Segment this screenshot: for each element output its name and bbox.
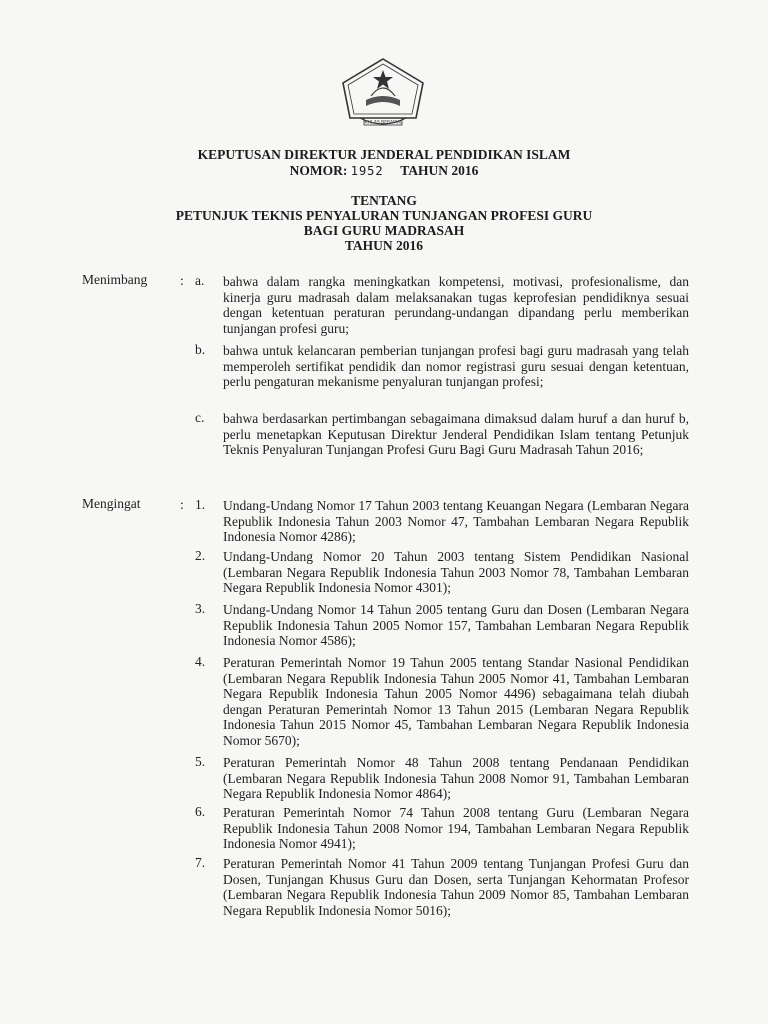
menimbang-mark: a. (195, 273, 205, 288)
subject-line-1: PETUNJUK TEKNIS PENYALURAN TUNJANGAN PROFESI GURU (175, 208, 593, 223)
mengingat-mark: 7. (195, 855, 206, 870)
menimbang-mark: c. (195, 410, 205, 425)
mengingat-item: Peraturan Pemerintah Nomor 41 Tahun 2009 tentang Tunjangan Profesi Guru dan Dosen, Tunjangan Khusus Guru dan Dosen, serta Tunjangan Kehormatan Profesor (Lembaran Negara Republik Indonesia Tahun 2009 Nomor 85, Tambahan Lembaran Negara Republik Indonesia Nomor 5016); (223, 856, 689, 918)
ministry-emblem-icon (338, 56, 428, 136)
menimbang-item: bahwa untuk kelancaran pemberian tunjangan profesi bagi guru madrasah yang telah memperoleh sertifikat pendidik dan nomor registrasi guru sesuai dengan ketentuan, perlu pengaturan mekanisme penyaluran tunjangan profesi; (223, 343, 689, 390)
mengingat-mark: 6. (195, 804, 206, 819)
menimbang-mark: b. (195, 342, 206, 357)
nomor-value: 1952 (350, 164, 384, 178)
mengingat-mark: 4. (195, 654, 206, 669)
mengingat-mark: 2. (195, 548, 206, 563)
mengingat-item: Undang-Undang Nomor 14 Tahun 2005 tentang Guru dan Dosen (Lembaran Negara Republik Indonesia Tahun 2005 Nomor 157, Tambahan Lembaran Negara Republik Indonesia Nomor 4586); (223, 602, 689, 649)
tentang-heading: TENTANG (351, 193, 417, 208)
mengingat-item: Peraturan Pemerintah Nomor 74 Tahun 2008 tentang Guru (Lembaran Negara Republik Indonesia Tahun 2008 Nomor 194, Tambahan Lembaran Negara Republik Indonesia Nomor 4941); (223, 805, 689, 852)
menimbang-item: bahwa berdasarkan pertimbangan sebagaimana dimaksud dalam huruf a dan huruf b, perlu menetapkan Keputusan Direktur Jenderal Pendidikan Islam tentang Petunjuk Teknis Penyaluran Tunjangan Profesi Guru Bagi Guru Madrasah Tahun 2016; (223, 411, 689, 458)
mengingat-mark: 5. (195, 754, 206, 769)
emblem-motto: IKHLAS BERAMAL (363, 120, 403, 126)
mengingat-item: Peraturan Pemerintah Nomor 19 Tahun 2005 tentang Standar Nasional Pendidikan (Lembaran Negara Republik Indonesia Tahun 2005 Nomor 41, Tambahan Lembaran Negara Republik Indonesia Tahun 2005 Nomor 4496) sebagaimana telah diubah dengan Peraturan Pemerintah Nomor 13 Tahun 2015 (Lembaran Negara Republik Indonesia Tahun 2015 Nomor 45, Tambahan Lembaran Negara Republik Indonesia Nomor 5670); (223, 655, 689, 748)
mengingat-item: Undang-Undang Nomor 20 Tahun 2003 tentang Sistem Pendidikan Nasional (Lembaran Negara Republik Indonesia Tahun 2003 Nomor 78, Tambahan Lembaran Negara Republik Indonesia Nomor 4301); (223, 549, 689, 596)
mengingat-item: Undang-Undang Nomor 17 Tahun 2003 tentang Keuangan Negara (Lembaran Negara Republik Indonesia Tahun 2003 Nomor 47, Tambahan Lembaran Negara Republik Indonesia Nomor 4286); (223, 498, 689, 545)
nomor-label: NOMOR: (289, 163, 348, 178)
mengingat-mark: 1. (195, 497, 206, 512)
menimbang-item: bahwa dalam rangka meningkatkan kompetensi, motivasi, profesionalisme, dan kinerja guru madrasah dalam melaksanakan tugas keprofesian pendidiknya sesuai dengan ketentuan peraturan perundang-undangan dipandang perlu memberikan tunjangan profesi guru; (223, 274, 689, 336)
decree-title: KEPUTUSAN DIREKTUR JENDERAL PENDIDIKAN ISLAM (197, 147, 571, 162)
mengingat-mark: 3. (195, 601, 206, 616)
decree-number-line (100, 163, 668, 179)
menimbang-colon: : (180, 273, 184, 288)
mengingat-item: Peraturan Pemerintah Nomor 48 Tahun 2008 tentang Pendanaan Pendidikan (Lembaran Negara Republik Indonesia Tahun 2008 Nomor 91, Tambahan Lembaran Negara Republik Indonesia Nomor 4864); (223, 755, 689, 802)
subject-line-3: TAHUN 2016 (344, 238, 424, 253)
subject-line-2: BAGI GURU MADRASAH (303, 223, 465, 238)
mengingat-colon: : (180, 497, 184, 512)
mengingat-label: Mengingat (82, 496, 141, 511)
tahun-label: TAHUN 2016 (400, 163, 479, 178)
menimbang-label: Menimbang (82, 272, 148, 287)
